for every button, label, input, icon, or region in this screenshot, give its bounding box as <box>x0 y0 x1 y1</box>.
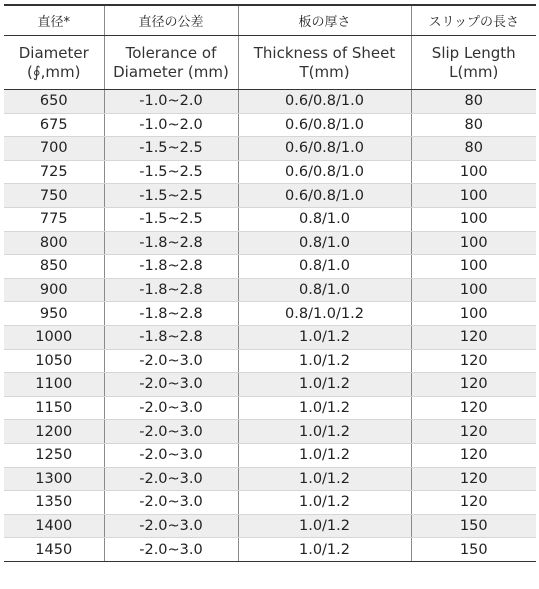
cell-tolerance: -1.8~2.8 <box>104 231 238 255</box>
cell-slip-length: 120 <box>411 349 536 373</box>
cell-slip-length: 120 <box>411 467 536 491</box>
header-diameter-en <box>4 36 104 90</box>
table-body <box>4 90 536 562</box>
cell-thickness: 1.0/1.2 <box>238 373 411 397</box>
table-row <box>4 420 536 444</box>
header-tolerance-en <box>104 36 238 90</box>
cell-tolerance: -2.0~3.0 <box>104 443 238 467</box>
cell-thickness: 0.6/0.8/1.0 <box>238 160 411 184</box>
header-slip-length-en-line2: L(mm) <box>449 62 499 81</box>
cell-thickness: 0.8/1.0 <box>238 231 411 255</box>
header-slip-length-jp: スリップの長さ <box>411 5 536 36</box>
cell-diameter: 775 <box>4 207 104 231</box>
cell-diameter: 900 <box>4 278 104 302</box>
table-row <box>4 184 536 208</box>
cell-slip-length: 120 <box>411 373 536 397</box>
table-row <box>4 207 536 231</box>
table-row <box>4 349 536 373</box>
cell-tolerance: -1.0~2.0 <box>104 113 238 137</box>
table-row <box>4 396 536 420</box>
table-row <box>4 231 536 255</box>
table-row <box>4 514 536 538</box>
header-tolerance-en-line2: Diameter (mm) <box>113 62 229 81</box>
cell-thickness: 0.6/0.8/1.0 <box>238 90 411 114</box>
cell-thickness: 1.0/1.2 <box>238 325 411 349</box>
cell-thickness: 1.0/1.2 <box>238 467 411 491</box>
cell-diameter: 675 <box>4 113 104 137</box>
cell-diameter: 850 <box>4 255 104 279</box>
header-tolerance-en-line1: Tolerance of <box>125 43 217 62</box>
cell-slip-length: 120 <box>411 491 536 515</box>
cell-thickness: 0.8/1.0/1.2 <box>238 302 411 326</box>
table-row <box>4 113 536 137</box>
cell-diameter: 1400 <box>4 514 104 538</box>
cell-diameter: 1250 <box>4 443 104 467</box>
header-slip-length-en-line1: Slip Length <box>431 43 516 62</box>
cell-tolerance: -2.0~3.0 <box>104 467 238 491</box>
cell-thickness: 0.8/1.0 <box>238 278 411 302</box>
cell-slip-length: 80 <box>411 137 536 161</box>
table-row <box>4 443 536 467</box>
table-row <box>4 373 536 397</box>
cell-slip-length: 80 <box>411 113 536 137</box>
cell-slip-length: 120 <box>411 420 536 444</box>
header-tolerance-jp: 直径の公差 <box>104 5 238 36</box>
cell-slip-length: 100 <box>411 231 536 255</box>
cell-diameter: 800 <box>4 231 104 255</box>
table-row <box>4 538 536 562</box>
header-slip-length-en <box>411 36 536 90</box>
header-thickness-en-line2: T(mm) <box>299 62 350 81</box>
cell-diameter: 1050 <box>4 349 104 373</box>
table-row <box>4 325 536 349</box>
cell-thickness: 1.0/1.2 <box>238 443 411 467</box>
header-row-japanese <box>4 5 536 36</box>
cell-tolerance: -1.8~2.8 <box>104 325 238 349</box>
cell-thickness: 1.0/1.2 <box>238 538 411 562</box>
cell-tolerance: -2.0~3.0 <box>104 349 238 373</box>
spec-table <box>4 4 536 562</box>
cell-thickness: 0.6/0.8/1.0 <box>238 184 411 208</box>
cell-diameter: 1100 <box>4 373 104 397</box>
cell-tolerance: -1.5~2.5 <box>104 137 238 161</box>
header-diameter-en-line2: (∮,mm) <box>26 62 81 81</box>
cell-diameter: 950 <box>4 302 104 326</box>
cell-thickness: 1.0/1.2 <box>238 514 411 538</box>
table-row <box>4 90 536 114</box>
cell-diameter: 700 <box>4 137 104 161</box>
cell-thickness: 0.6/0.8/1.0 <box>238 113 411 137</box>
header-thickness-jp: 板の厚さ <box>238 5 411 36</box>
table-row <box>4 255 536 279</box>
cell-slip-length: 120 <box>411 443 536 467</box>
cell-slip-length: 100 <box>411 302 536 326</box>
cell-tolerance: -1.8~2.8 <box>104 302 238 326</box>
table-row <box>4 467 536 491</box>
cell-tolerance: -1.5~2.5 <box>104 184 238 208</box>
cell-tolerance: -2.0~3.0 <box>104 420 238 444</box>
cell-tolerance: -1.8~2.8 <box>104 255 238 279</box>
cell-diameter: 750 <box>4 184 104 208</box>
cell-thickness: 1.0/1.2 <box>238 420 411 444</box>
cell-tolerance: -1.5~2.5 <box>104 207 238 231</box>
cell-thickness: 1.0/1.2 <box>238 349 411 373</box>
cell-thickness: 0.8/1.0 <box>238 207 411 231</box>
cell-slip-length: 100 <box>411 184 536 208</box>
cell-slip-length: 80 <box>411 90 536 114</box>
cell-diameter: 1200 <box>4 420 104 444</box>
table-header <box>4 5 536 90</box>
cell-thickness: 0.6/0.8/1.0 <box>238 137 411 161</box>
cell-thickness: 0.8/1.0 <box>238 255 411 279</box>
cell-tolerance: -2.0~3.0 <box>104 491 238 515</box>
cell-diameter: 650 <box>4 90 104 114</box>
cell-diameter: 1450 <box>4 538 104 562</box>
cell-thickness: 1.0/1.2 <box>238 396 411 420</box>
header-thickness-en <box>238 36 411 90</box>
header-diameter-jp: 直径* <box>4 5 104 36</box>
spec-table-container <box>4 4 536 562</box>
table-row <box>4 160 536 184</box>
cell-diameter: 1300 <box>4 467 104 491</box>
cell-slip-length: 100 <box>411 255 536 279</box>
cell-tolerance: -2.0~3.0 <box>104 396 238 420</box>
cell-tolerance: -1.5~2.5 <box>104 160 238 184</box>
header-diameter-en-line1: Diameter <box>18 43 89 62</box>
cell-slip-length: 150 <box>411 514 536 538</box>
header-thickness-en-line1: Thickness of Sheet <box>253 43 396 62</box>
cell-tolerance: -2.0~3.0 <box>104 538 238 562</box>
cell-slip-length: 100 <box>411 207 536 231</box>
cell-tolerance: -2.0~3.0 <box>104 373 238 397</box>
cell-diameter: 1350 <box>4 491 104 515</box>
cell-slip-length: 120 <box>411 325 536 349</box>
cell-slip-length: 150 <box>411 538 536 562</box>
cell-thickness: 1.0/1.2 <box>238 491 411 515</box>
cell-slip-length: 120 <box>411 396 536 420</box>
table-row <box>4 137 536 161</box>
table-row <box>4 302 536 326</box>
cell-diameter: 1000 <box>4 325 104 349</box>
cell-slip-length: 100 <box>411 160 536 184</box>
cell-tolerance: -1.8~2.8 <box>104 278 238 302</box>
cell-tolerance: -1.0~2.0 <box>104 90 238 114</box>
cell-slip-length: 100 <box>411 278 536 302</box>
header-row-english <box>4 36 536 90</box>
table-row <box>4 491 536 515</box>
cell-diameter: 1150 <box>4 396 104 420</box>
cell-diameter: 725 <box>4 160 104 184</box>
table-row <box>4 278 536 302</box>
cell-tolerance: -2.0~3.0 <box>104 514 238 538</box>
